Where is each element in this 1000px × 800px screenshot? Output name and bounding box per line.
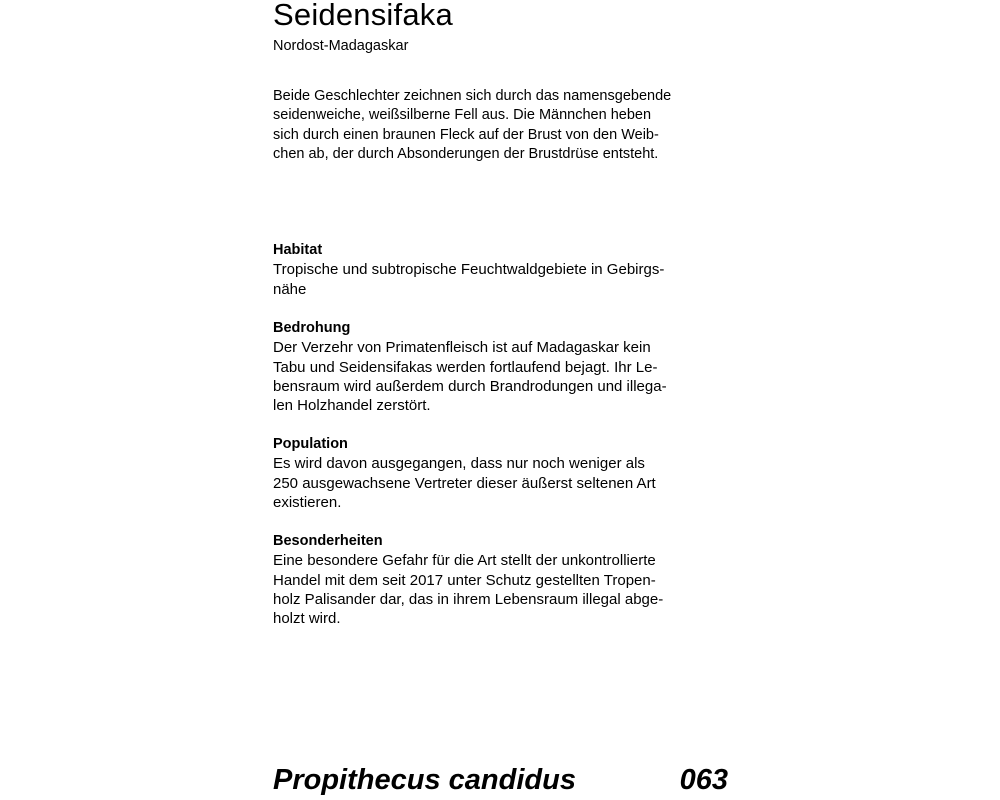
threat-heading: Bedrohung: [273, 320, 351, 336]
page-footer: [273, 760, 728, 800]
population-section: [273, 435, 673, 512]
population-text: Es wird davon ausgegangen, dass nur noch weniger als 250 ausgewachsene Vertreter dieser äußerst seltenen Art existieren.: [273, 455, 656, 511]
habitat-text: Tropische und subtropische Feuchtwaldgebiete in Gebirgsnähe: [273, 261, 665, 298]
threat-text: Der Verzehr von Primatenfleisch ist auf Madagaskar kein Tabu und Seidensifakas werden fortlaufend bejagt. Ihr Lebensraum wird außerdem durch Brandrodungen und illegalen Holzhandel zerstört.: [273, 339, 667, 415]
habitat-section: [273, 241, 673, 299]
page-title: Seidensifaka: [273, 0, 453, 32]
special-section: [273, 532, 673, 628]
population-heading: Population: [273, 436, 348, 452]
special-heading: Besonderheiten: [273, 533, 383, 549]
threat-section: [273, 319, 673, 415]
page-number: 063: [679, 764, 728, 796]
habitat-heading: Habitat: [273, 242, 323, 258]
region-subtitle: Nordost-Madagaskar: [273, 38, 409, 54]
document-page: [273, 0, 733, 800]
special-text: Eine besondere Gefahr für die Art stellt der unkontrollierte Handel mit dem seit 2017 unter Schutz gestellten Tropenholz Palisander dar, das in ihrem Lebensraum illegal abgeholzt wird.: [273, 552, 664, 628]
species-name: Propithecus candidus: [273, 764, 576, 796]
intro-paragraph: Beide Geschlechter zeichnen sich durch das namensgebende seidenweiche, weißsilberne Fell aus. Die Männchen heben sich durch einen braunen Fleck auf der Brust von den Weibchen ab, der durch Absonderungen der Brustdrüse entsteht.: [273, 88, 672, 162]
